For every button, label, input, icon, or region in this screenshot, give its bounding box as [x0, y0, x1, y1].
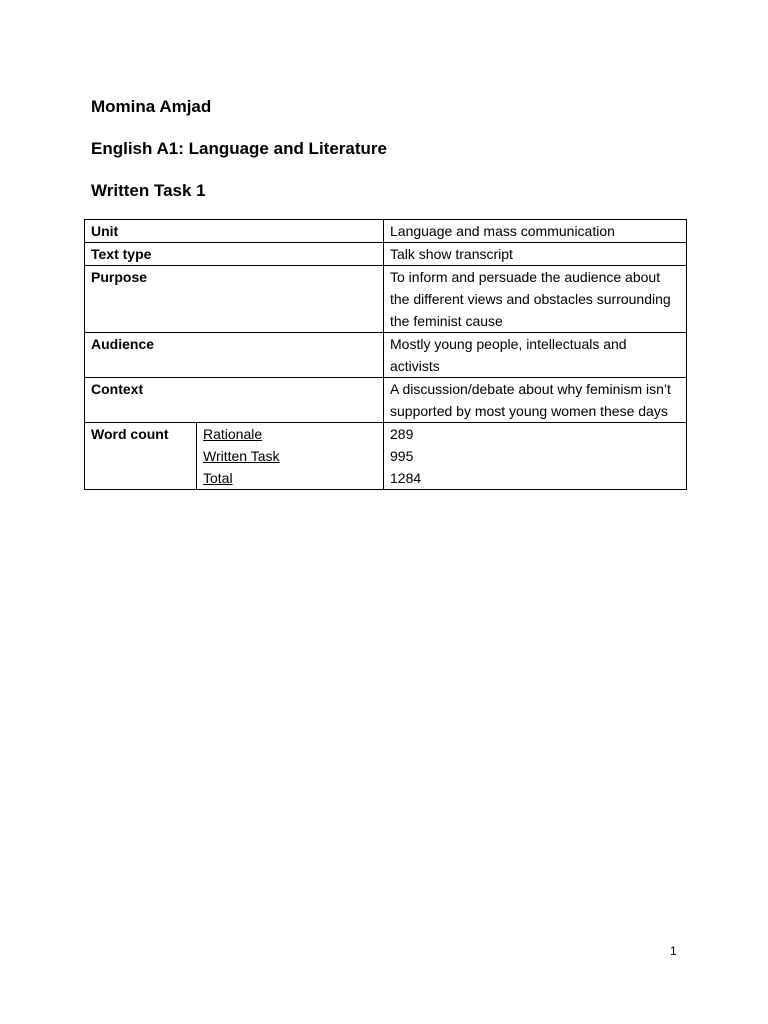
row-value: Talk show transcript — [384, 243, 687, 266]
word-count-value-rationale: 289 — [390, 426, 414, 442]
task-info-table — [84, 219, 687, 490]
word-count-value-written-task: 995 — [390, 448, 414, 464]
table-row-unit — [85, 220, 687, 243]
table-row-word-count — [85, 423, 687, 490]
row-label: Unit — [85, 220, 384, 243]
row-label: Text type — [85, 243, 384, 266]
row-value: A discussion/debate about why feminism isn’t supported by most young women these days — [384, 378, 687, 423]
word-count-names — [197, 423, 384, 490]
word-count-item-total: Total — [203, 470, 233, 486]
row-value: Mostly young people, intellectuals and activists — [384, 333, 687, 378]
row-value: To inform and persuade the audience about the different views and obstacles surrounding the feminist cause — [384, 266, 687, 333]
table-row-text-type — [85, 243, 687, 266]
row-value: Language and mass communication — [384, 220, 687, 243]
author-name: Momina Amjad — [91, 97, 212, 116]
row-label: Purpose — [85, 266, 384, 333]
table-row-purpose — [85, 266, 687, 333]
course-title: English A1: Language and Literature — [91, 139, 387, 158]
word-count-item-rationale: Rationale — [203, 426, 263, 442]
table-row-audience — [85, 333, 687, 378]
table-row-context — [85, 378, 687, 423]
word-count-value-total: 1284 — [390, 470, 422, 486]
row-label: Word count — [85, 423, 197, 490]
task-title: Written Task 1 — [91, 181, 206, 200]
word-count-values — [384, 423, 687, 490]
page-number: 1 — [670, 944, 677, 958]
row-label: Context — [85, 378, 384, 423]
word-count-item-written-task: Written Task — [203, 448, 280, 464]
row-label: Audience — [85, 333, 384, 378]
